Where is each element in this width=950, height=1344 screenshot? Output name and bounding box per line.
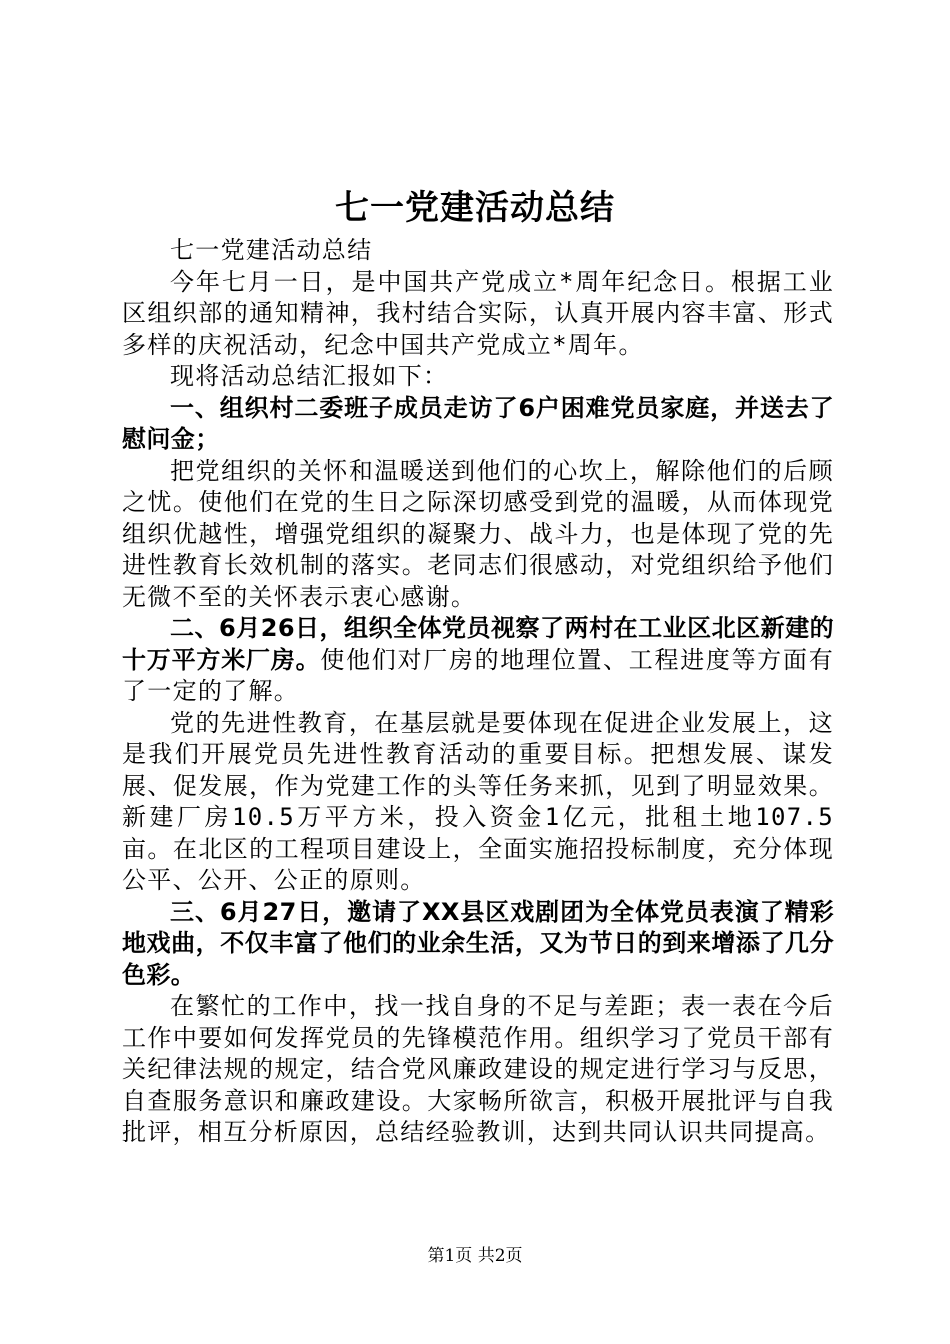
- paragraph-report-lead: 现将活动总结汇报如下：: [170, 362, 449, 390]
- page-footer: 第1页 共2页: [427, 1246, 523, 1266]
- paragraph-subtitle: 七一党建活动总结: [170, 236, 373, 264]
- paragraph-section-3: 在繁忙的工作中，找一找自身的不足与差距；表一表在今后工作中要如何发挥党员的先锋模范作用。组织学习了党员干部有关纪律法规的规定，结合党风廉政建设的规定进行学习与反思，自查服务意识和廉政建设。大家畅所欲言，积极开展批评与自我批评，相互分析原因，总结经验教训，达到共同认识共同提高。: [122, 992, 834, 1146]
- paragraph-section-2-detail: 党的先进性教育，在基层就是要体现在促进企业发展上，这是我们开展党员先进性教育活动的重要目标。把想发展、谋发展、促发展，作为党建工作的头等任务来抓，见到了明显效果。新建厂房10.5万平方米，投入资金1亿元，批租土地107.5亩。在北区的工程项目建设上，全面实施招投标制度，充分体现公平、公开、公正的原则。: [122, 708, 834, 894]
- paragraph-section-2-text: 使他们对厂房的地理位置、工程进度等方面有了一定的了解。: [122, 645, 835, 705]
- section-heading-3: 三、6月27日，邀请了XX县区戏剧团为全体党员表演了精彩地戏曲，不仅丰富了他们的业余生活，又为节日的到来增添了几分色彩。: [122, 897, 834, 989]
- section-heading-1: 一、组织村二委班子成员走访了6户困难党员家庭，并送去了慰问金；: [122, 393, 834, 453]
- paragraph-section-2: [122, 613, 834, 708]
- section-heading-2: 二、6月26日，组织全体党员视察了两村在工业区北区新建的十万平方米厂房。: [122, 614, 834, 674]
- document-body: [122, 235, 834, 1149]
- paragraph-intro: 今年七月一日，是中国共产党成立*周年纪念日。根据工业区组织部的通知精神，我村结合实际，认真开展内容丰富、形式多样的庆祝活动，纪念中国共产党成立*周年。: [122, 267, 834, 359]
- paragraph-section-1: 把党组织的关怀和温暖送到他们的心坎上，解除他们的后顾之忧。使他们在党的生日之际深切感受到党的温暖，从而体现党组织优越性，增强党组织的凝聚力、战斗力，也是体现了党的先进性教育长效机制的落实。老同志们很感动，对党组织给予他们无微不至的关怀表示衷心感谢。: [122, 456, 834, 611]
- page-title: 七一党建活动总结: [335, 188, 615, 228]
